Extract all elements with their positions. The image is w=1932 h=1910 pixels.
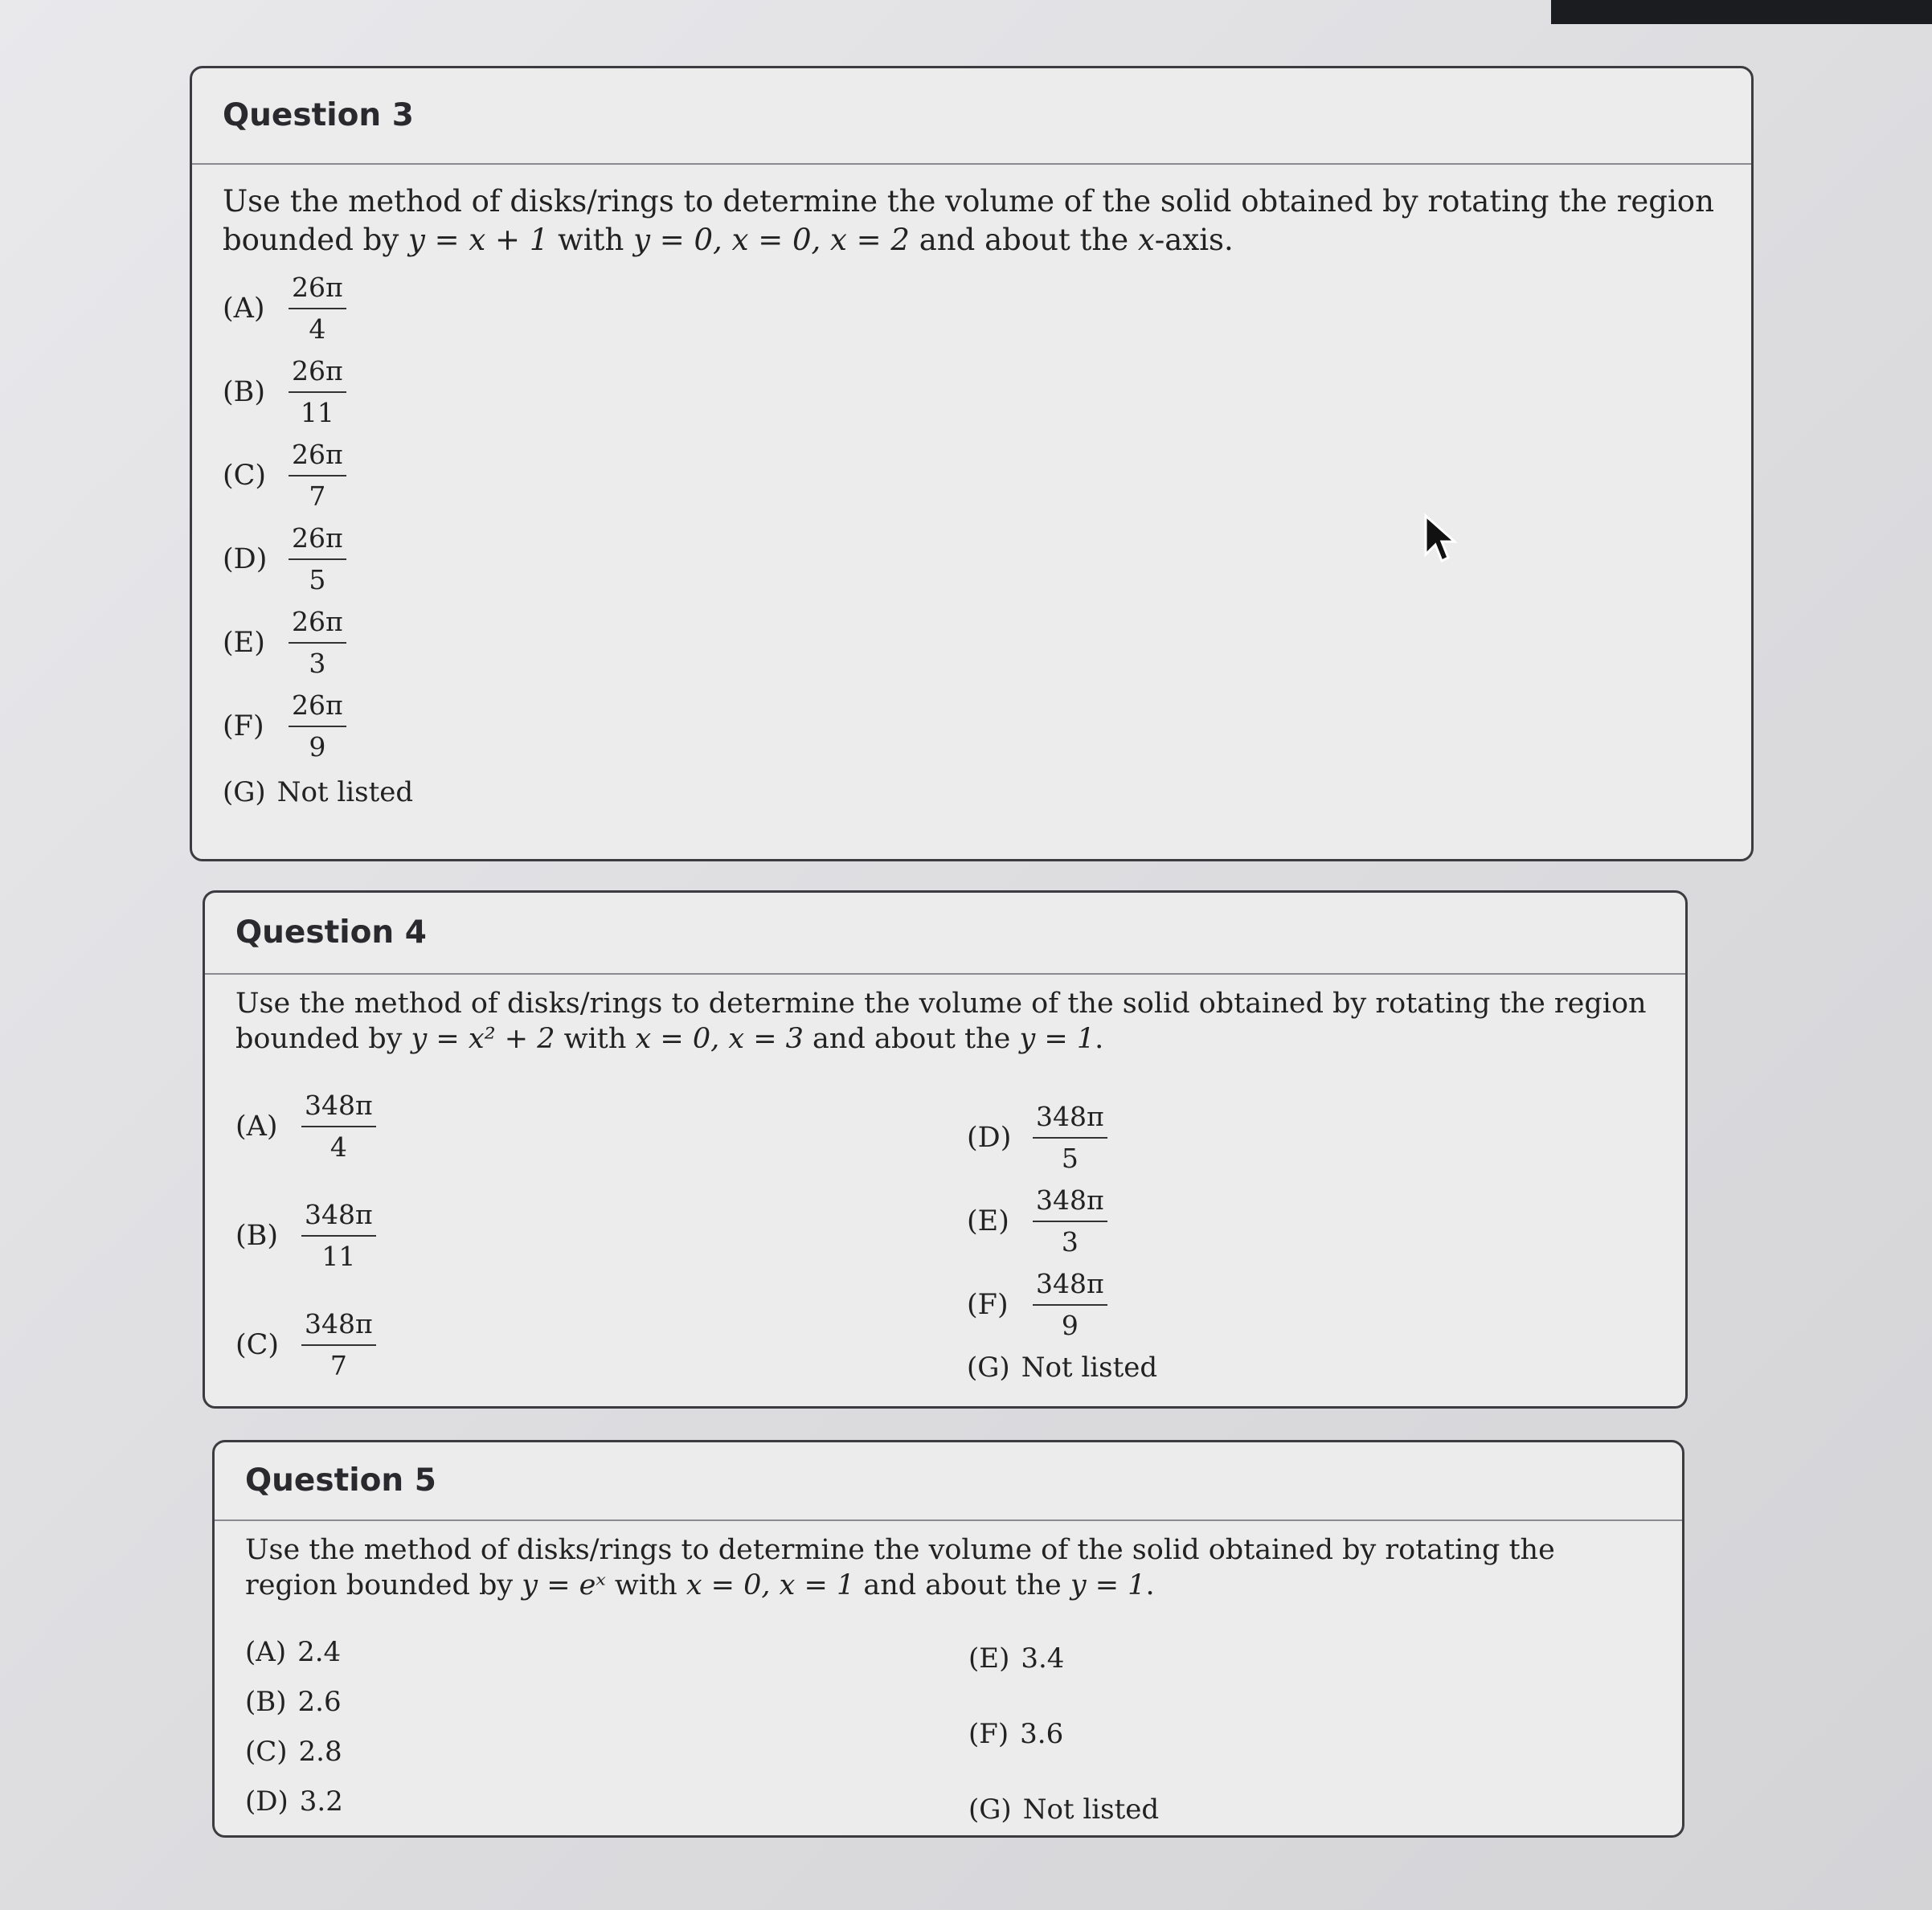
mouse-pointer-icon [1422, 513, 1458, 566]
question-5-option-d[interactable]: (D) 3.2 [245, 1785, 343, 1818]
question-5-option-e[interactable]: (E) 3.4 [968, 1642, 1065, 1675]
question-3-option-c[interactable]: (C) $\frac{26\pi}{7}$ [223, 438, 1721, 513]
question-4-option-f[interactable]: (F) $\frac{348\pi}{9}$ [967, 1267, 1529, 1343]
question-3-option-g[interactable]: (G) Not listed [223, 776, 414, 808]
question-3-title: Question 3 [192, 68, 1751, 165]
fraction: $\frac{348\pi}{4}$ [301, 1089, 376, 1164]
question-4-option-a[interactable]: (A) $\frac{348\pi}{4}$ [235, 1089, 967, 1164]
fraction: $\frac{26\pi}{5}$ [289, 521, 346, 597]
question-5-option-g[interactable]: (G) Not listed [968, 1793, 1160, 1826]
question-3-option-e[interactable]: (E) $\frac{26\pi}{3}$ [223, 605, 1721, 681]
question-5-text: Use the method of disks/rings to determine the volume of the solid obtained by rotating the region bounded by y = eˣ with x = 0, x = 1 and about the y = 1. [245, 1534, 1555, 1601]
fraction: $\frac{26\pi}{11}$ [289, 354, 346, 430]
question-4-option-b[interactable]: (B) $\frac{348\pi}{11}$ [235, 1198, 967, 1274]
fraction: $\frac{26\pi}{9}$ [289, 689, 346, 764]
question-4-option-d[interactable]: (D) $\frac{348\pi}{5}$ [967, 1100, 1529, 1176]
question-4-option-e[interactable]: (E) $\frac{348\pi}{3}$ [967, 1184, 1529, 1259]
question-3-text: Use the method of disks/rings to determine the volume of the solid obtained by rotating the region bounded by y = x + 1 with y = 0, x = 0, x = 2 and about the x-axis. [223, 184, 1714, 257]
fraction: $\frac{348\pi}{3}$ [1033, 1184, 1107, 1259]
question-4-option-g[interactable]: (G) Not listed [967, 1352, 1158, 1384]
fraction: $\frac{26\pi}{4}$ [289, 271, 346, 346]
question-4-text: Use the method of disks/rings to determine the volume of the solid obtained by rotating the region bounded by y = x² + 2 with x = 0, x = 3 and about the y = 1. [235, 988, 1647, 1055]
question-3-option-a[interactable]: (A) $\frac{26\pi}{4}$ [223, 271, 1721, 346]
fraction: $\frac{348\pi}{5}$ [1033, 1100, 1107, 1176]
question-5-card [212, 1440, 1684, 1838]
question-3-option-d[interactable]: (D) $\frac{26\pi}{5}$ [223, 521, 1721, 597]
fraction: $\frac{348\pi}{9}$ [1033, 1267, 1107, 1343]
question-5-title: Question 5 [215, 1442, 1682, 1521]
question-4-option-c[interactable]: (C) $\frac{348\pi}{7}$ [235, 1307, 967, 1383]
fraction: $\frac{26\pi}{7}$ [289, 438, 346, 513]
question-5-option-b[interactable]: (B) 2.6 [245, 1686, 342, 1718]
question-5-options [245, 1635, 1652, 1847]
fraction: $\frac{26\pi}{3}$ [289, 605, 346, 681]
question-4-card [203, 890, 1688, 1409]
question-4-title: Question 4 [205, 893, 1685, 975]
question-4-options [235, 1089, 1655, 1405]
question-3-option-b[interactable]: (B) $\frac{26\pi}{11}$ [223, 354, 1721, 430]
window-top-bar [1551, 0, 1932, 24]
question-3-card [190, 66, 1754, 861]
question-3-option-f[interactable]: (F) $\frac{26\pi}{9}$ [223, 689, 1721, 764]
question-5-option-a[interactable]: (A) 2.4 [245, 1636, 342, 1668]
fraction: $\frac{348\pi}{7}$ [301, 1307, 376, 1383]
question-5-option-f[interactable]: (F) 3.6 [968, 1718, 1064, 1750]
question-5-option-c[interactable]: (C) 2.8 [245, 1736, 342, 1768]
question-3-options [223, 271, 1721, 809]
fraction: $\frac{348\pi}{11}$ [301, 1198, 376, 1274]
